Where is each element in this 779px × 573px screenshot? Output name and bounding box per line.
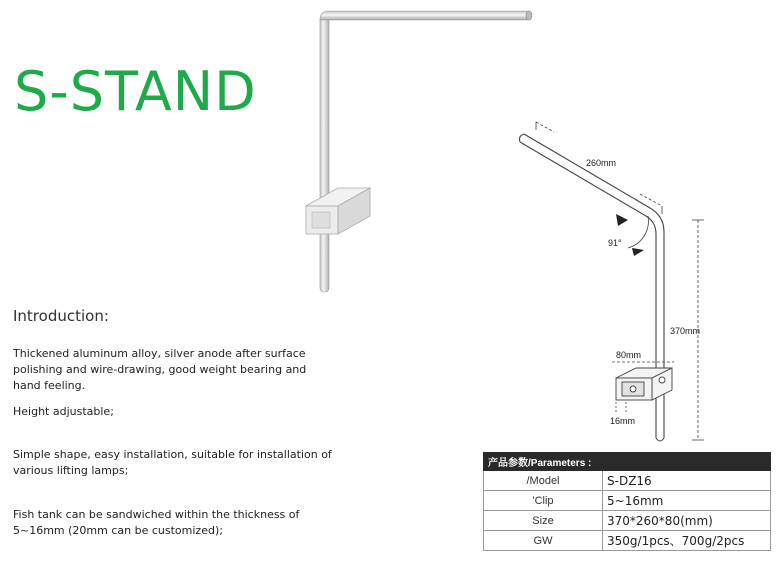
param-value: S-DZ16	[603, 471, 771, 491]
parameters-header-row	[484, 453, 771, 471]
parameters-header: 产品参数/Parameters :	[484, 453, 603, 471]
param-value: 370*260*80(mm)	[603, 511, 771, 531]
table-row	[484, 471, 771, 491]
param-key: Size	[484, 511, 603, 531]
param-key: 'Clip	[484, 491, 603, 511]
param-value: 5~16mm	[603, 491, 771, 511]
param-key: GW	[484, 531, 603, 551]
intro-heading: Introduction:	[13, 307, 109, 325]
param-value: 350g/1pcs、700g/2pcs	[603, 531, 771, 551]
intro-paragraph-2: Height adjustable;	[13, 405, 114, 418]
table-row	[484, 531, 771, 551]
intro-paragraph-1: Thickened aluminum alloy, silver anode after surface polishing and wire-drawing, good weight bearing and hand feeling.	[13, 347, 307, 392]
dim-angle-label: 91°	[608, 238, 622, 248]
param-key: /Model	[484, 471, 603, 491]
intro-paragraph-3: Simple shape, easy installation, suitable for installation of various lifting lamps;	[13, 448, 332, 477]
dim-clip-gap-label: 16mm	[610, 416, 636, 426]
intro-paragraph-4: Fish tank can be sandwiched within the thickness of 5~16mm (20mm can be customized);	[13, 508, 300, 537]
parameters-table	[483, 452, 771, 551]
table-row	[484, 511, 771, 531]
table-row	[484, 491, 771, 511]
dim-top-label: 260mm	[586, 158, 617, 168]
dim-height-label: 370mm	[670, 326, 701, 336]
dimension-diagram	[506, 116, 766, 446]
dim-clip-width-label: 80mm	[616, 350, 642, 360]
product-title: S-STAND	[14, 60, 257, 123]
